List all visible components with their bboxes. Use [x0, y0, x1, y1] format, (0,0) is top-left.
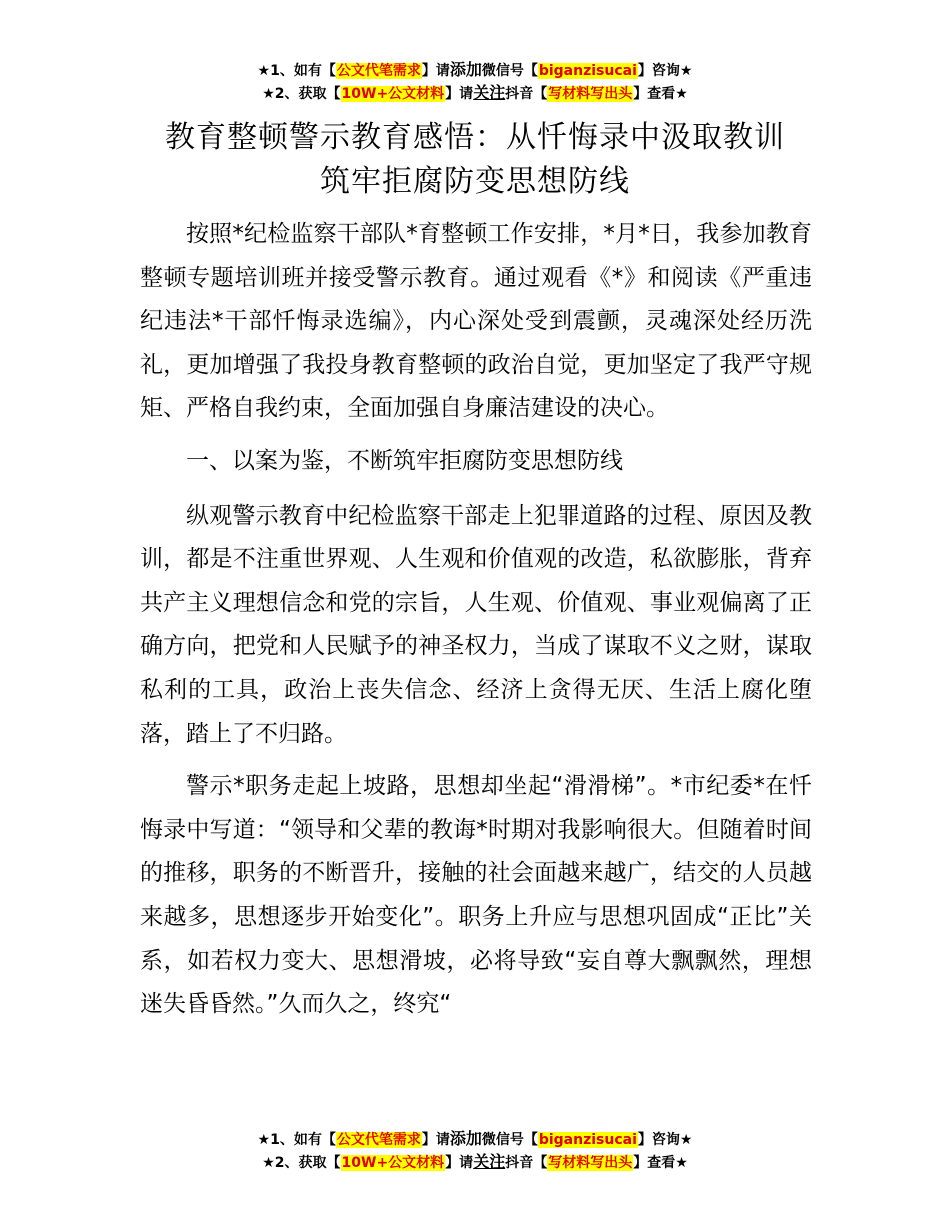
banner-text: ★2、获取【: [262, 1155, 341, 1171]
paragraph: 按照*纪检监察干部队*育整顿工作安排，*月*日，我参加教育整顿专题培训班并接受警示教育。通过观看《*》和阅读《严重违纪违法*干部忏悔录选编》，内心深处受到震颤，灵魂深处经历洗礼，更加增强了我投身教育整顿的政治自觉，更加坚定了我严守规矩、严格自我约束，全面加强自身廉洁建设的决心。: [140, 221, 812, 422]
banner-text: 】请: [421, 63, 450, 79]
title-line-1: 教育整顿警示教育感悟：从忏悔录中汲取教训: [165, 120, 785, 155]
banner-text: ★1、如有【: [257, 63, 336, 79]
banner-text: 微信号【: [481, 1132, 538, 1148]
banner-text: 抖音【: [505, 1155, 548, 1171]
highlight-text: 10W+公文材料: [341, 86, 445, 102]
wechat-id: biganzisucai: [538, 63, 637, 79]
banner-text: 】咨询★: [637, 1132, 693, 1148]
document-title: [0, 116, 950, 204]
douyin-id: 写材料写出头: [548, 1155, 633, 1171]
banner-text: 抖音【: [505, 86, 548, 102]
banner-text: 微信号【: [481, 63, 538, 79]
highlight-text: 公文代笔需求: [336, 1132, 421, 1148]
banner-line-2: [0, 82, 950, 105]
banner-text: 】查看★: [633, 1155, 688, 1171]
highlight-text: 10W+公文材料: [341, 1155, 445, 1171]
banner-text: ★2、获取【: [262, 86, 341, 102]
banner-text: 】咨询★: [637, 63, 693, 79]
section-heading: 一、以案为鉴，不断筑牢拒腐防变思想防线: [186, 447, 623, 474]
top-banner: [0, 59, 950, 105]
document-body: [140, 213, 812, 1036]
highlight-text: 公文代笔需求: [336, 63, 421, 79]
emphasis-text: 关注: [473, 1152, 506, 1171]
wechat-id: biganzisucai: [538, 1132, 637, 1148]
banner-text: ★1、如有【: [257, 1132, 336, 1148]
paragraph: 警示*职务走起上坡路，思想却坐起“滑滑梯”。*市纪委*在忏悔录中写道：“领导和父辈的教诲*时期对我影响很大。但随着时间的推移，职务的不断晋升，接触的社会面越来越广，结交的人员越来越多，思想逐步开始变化”。职务上升应与思想巩固成“正比”关系，如若权力变大、思想滑坡，必将导致“妄自尊大飘飘然，理想迷失昏昏然。”久而久之，终究“: [140, 773, 812, 1018]
douyin-id: 写材料写出头: [548, 86, 633, 102]
banner-text: 】查看★: [633, 86, 688, 102]
banner-line-2: [0, 1151, 950, 1174]
emphasis-text: 关注: [473, 83, 506, 102]
banner-text: 】请: [445, 86, 474, 102]
banner-line-1: [0, 59, 950, 82]
bottom-banner: [0, 1128, 950, 1174]
banner-text: 】请: [421, 1132, 450, 1148]
title-line-2: 筑牢拒腐防变思想防线: [320, 164, 630, 199]
emphasis-text: 添加: [449, 1129, 482, 1148]
banner-text: 】请: [445, 1155, 474, 1171]
paragraph: 纵观警示教育中纪检监察干部走上犯罪道路的过程、原因及教训，都是不注重世界观、人生观和价值观的改造，私欲膨胀，背弃共产主义理想信念和党的宗旨，人生观、价值观、事业观偏离了正确方向，把党和人民赋予的神圣权力，当成了谋取不义之财，谋取私利的工具，政治上丧失信念、经济上贪得无厌、生活上腐化堕落，踏上了不归路。: [140, 502, 812, 747]
banner-line-1: [0, 1128, 950, 1151]
emphasis-text: 添加: [449, 60, 482, 79]
